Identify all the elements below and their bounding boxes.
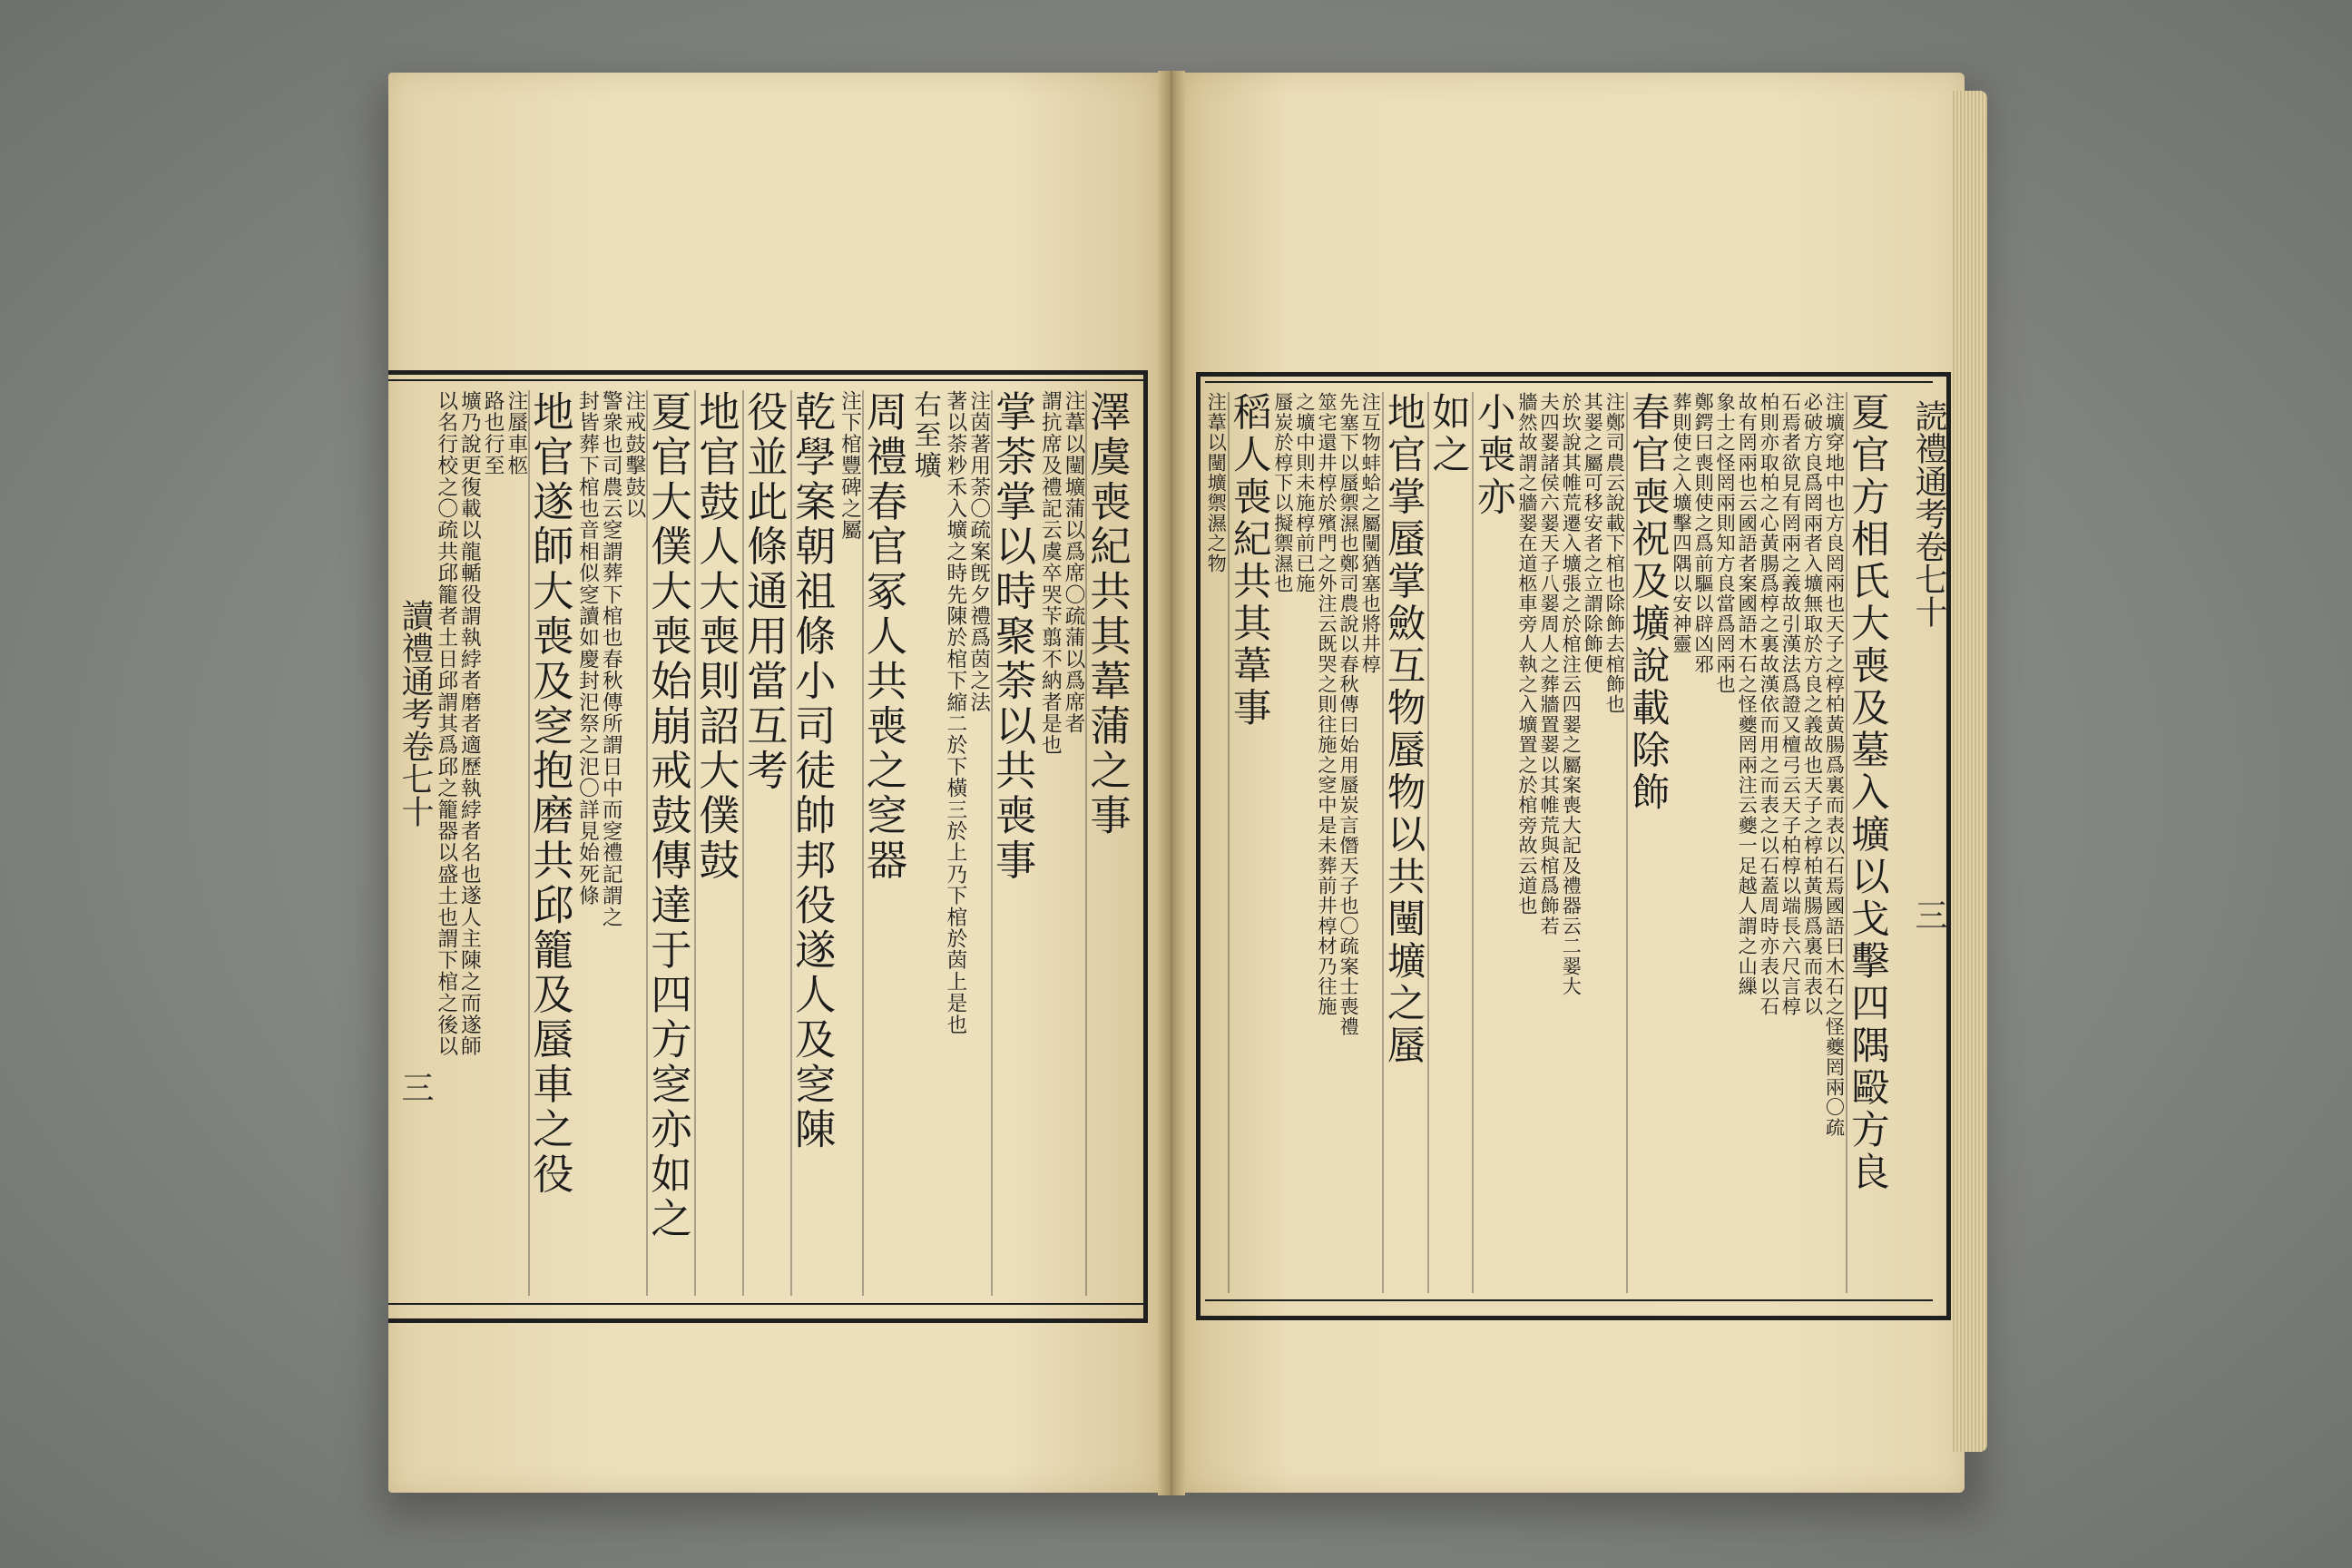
right-page-column: 其翣之屬可移安者之立謂除飾便 (1582, 392, 1605, 674)
right-page-column: 注壙穿地中也方良罔兩也天子之椁柏黃腸爲裏而表以石焉國語曰木石之怪夔罔兩〇疏 (1823, 392, 1847, 1138)
left-page-column: 壙乃說更復載以龍輴役謂執綍者磨者適歷執綍者名也遂人主陳之而遂師 (457, 390, 482, 1057)
left-page-column: 警衆也司農云窆謂葬下棺也春秋傳所謂日中而窆禮記謂之 (599, 390, 623, 928)
right-page-column: 稻人喪紀共其葦事 (1226, 392, 1271, 730)
right-page-column: 夫四翣諸侯六翣天子八翣周人之葬牆置翣以其帷荒與棺爲飾若 (1538, 392, 1562, 936)
left-page-column: 乾學案朝祖條小司徒帥邦役遂人及窆陳 (788, 390, 837, 1152)
right-page-column: 地官掌蜃掌斂互物蜃物以共闉壙之蜃 (1380, 392, 1426, 1067)
column-rule (1472, 392, 1474, 1293)
right-page-column: 之壙中則未施椁前已施 (1293, 392, 1317, 593)
column-rule (742, 390, 744, 1296)
right-page-column: 小喪亦 (1470, 392, 1515, 519)
right-edge-title: 読禮通考卷七十 (1910, 399, 1947, 628)
right-frame-inner-rule-bottom (1205, 1299, 1933, 1301)
left-frame-inner-rule-top (388, 379, 1143, 381)
left-edge-title: 讀禮通考卷七十 (397, 599, 434, 828)
left-page-column: 地官遂師大喪及窆抱磨共邱籠及蜃車之役 (525, 390, 574, 1198)
right-page-column: 如之 (1426, 392, 1471, 476)
right-page-column: 柏則亦取柏之心黃腸爲椁之裏故漢依而用之而表之以石蓋周時亦表以石 (1758, 392, 1781, 1017)
right-page-column: 葬則使之入壙擊四隅以安神靈 (1671, 392, 1693, 654)
left-page-column: 封皆葬下棺也音相似窆讀如慶封汜祭之汜〇詳見始死條 (575, 390, 600, 906)
left-page-column: 注下棺豐碑之屬 (838, 390, 862, 541)
right-page-column: 牆然故謂之牆翣在道柩車旁人執之入壙置之於棺旁故云道也 (1516, 392, 1539, 916)
right-page-column: 故有罔兩也云國語者案國語木石之怪夔罔兩注云夔一足越人謂之山繅 (1736, 392, 1759, 996)
page-edges (1951, 91, 1987, 1452)
left-page-column: 注戒鼓擊鼓以 (622, 390, 646, 520)
column-rule (646, 390, 648, 1296)
left-page-column: 掌荼掌以時聚荼以共喪事 (988, 390, 1037, 884)
column-rule (1228, 392, 1230, 1293)
left-page-column: 夏官大僕大喪始崩戒鼓傳達于四方窆亦如之 (643, 390, 692, 1242)
column-rule (1846, 392, 1847, 1293)
left-page-column: 著以荼粆禾入壙之時先陳於棺下縮二於下橫三於上乃下棺於茵上是也 (943, 390, 967, 1035)
left-page-column: 以名行校之〇疏共邱籠者土日邱謂其爲邱之籠器以盛土也謂下棺之後以 (434, 390, 458, 1057)
right-edge-page-number: 三 (1910, 898, 1947, 931)
right-page-column: 筮宅還井椁於殯門之外注云既哭之則往施之窆中是未葬前井椁材乃往施 (1316, 392, 1338, 1017)
book-gutter (1158, 71, 1185, 1495)
right-page-column: 注鄭司農云說載下棺也除飾去棺飾也 (1603, 392, 1627, 715)
left-page-column: 地官鼓人大喪則詔大僕鼓 (691, 390, 740, 884)
column-rule (1085, 390, 1087, 1296)
right-page-column: 必破方良爲罔兩者入壙無取於方良之義故也天子之椁柏黃腸爲裏而表以 (1801, 392, 1825, 1017)
right-page-column: 鄭鍔曰喪則使之爲前驅以辟凶邪 (1692, 392, 1716, 674)
right-page-column: 春官喪祝及壙說載除飾 (1624, 392, 1670, 814)
left-page-column: 役並此條通用當互考 (740, 390, 789, 794)
left-edge-page-number: 三 (397, 1071, 434, 1103)
right-page-column: 先塞下以蜃禦濕也鄭司農說以春秋傳曰始用蜃炭言僭天子也〇疏案士喪禮 (1338, 392, 1361, 1037)
column-rule (1382, 392, 1384, 1293)
left-page-column: 周禮春官冢人共喪之窆器 (858, 390, 907, 884)
right-page-column: 於坎說其帷荒遷入壙張之於棺注云四翣之屬案喪大記及禮器云二翣大 (1560, 392, 1583, 996)
left-page-column: 澤虞喪紀共其葦蒲之事 (1083, 390, 1132, 838)
right-page-column: 夏官方相氏大喪及墓入壙以戈擊四隅毆方良 (1844, 392, 1889, 1194)
right-page-column: 石焉者欲見有罔兩之義故引漢法爲證又檀弓云天子柏椁以端長六尺言椁 (1779, 392, 1803, 1017)
column-rule (1427, 392, 1429, 1293)
column-rule (790, 390, 792, 1296)
left-page-column: 右至壙 (908, 390, 941, 481)
right-frame-inner-rule-top (1205, 381, 1933, 383)
column-rule (694, 390, 696, 1296)
column-rule (1626, 392, 1628, 1293)
left-page-column: 路也行至 (481, 390, 505, 476)
left-page-column: 注葦以闉壙蒲以爲席〇疏蒲以爲席者 (1062, 390, 1085, 735)
right-page-column: 注互物蚌蛤之屬闉猶塞也將井椁 (1359, 392, 1383, 674)
right-page-column: 注葦以闉壙禦濕之物 (1205, 392, 1229, 573)
right-page-column: 蜃炭於椁下以擬禦濕也 (1271, 392, 1295, 593)
left-page-column: 注蜃車柩 (504, 390, 528, 476)
left-frame-inner-rule-bottom (388, 1303, 1143, 1305)
left-page-column: 注茵著用荼〇疏案旣夕禮爲茵之法 (966, 390, 991, 713)
right-page-column: 象士之怪罔兩則知方良當爲罔兩也 (1714, 392, 1738, 694)
left-page-column: 謂抗席及禮記云虞卒哭苄翦不納者是也 (1038, 390, 1063, 756)
column-rule (528, 390, 530, 1296)
